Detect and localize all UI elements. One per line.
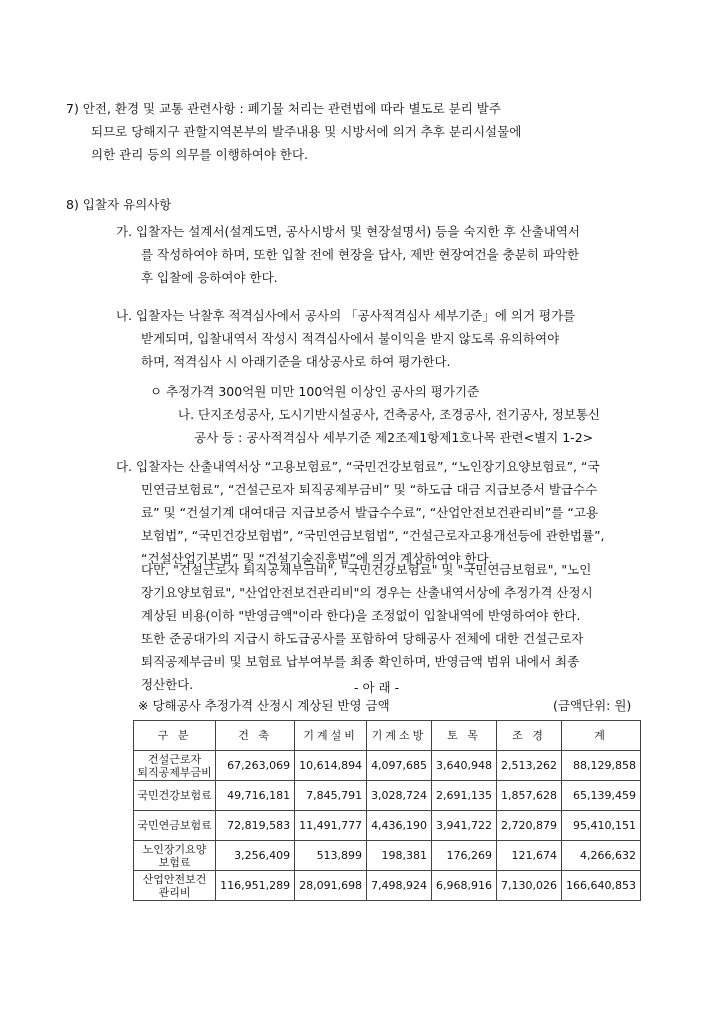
table-cell: 10,614,894 xyxy=(295,751,367,781)
section-7-line: 7) 안전, 환경 및 교통 관련사항 : 폐기물 처리는 관련법에 따라 별도로 분리 발주 xyxy=(66,101,501,116)
item-da-cont-line: 퇴직공제부금비 및 보험료 납부여부를 최종 확인하며, 반영금액 범위 내에서 최종 xyxy=(141,654,580,669)
header-architecture: 건 축 xyxy=(216,721,295,751)
row-label-line: 건설근로자 xyxy=(147,752,202,766)
table-cell: 49,716,181 xyxy=(216,781,295,811)
section-7-line: 의한 관리 등의 의무를 이행하여야 한다. xyxy=(91,147,309,162)
table-cell: 116,951,289 xyxy=(216,871,295,901)
item-da-cont-line: 다만, "건설근로자 퇴직공제부금비", "국민건강보험료" 및 "국민연금보험료", "노인 xyxy=(141,562,592,577)
item-da-cont-line: 장기요양보험료", "산업안전보건관리비"의 경우는 산출내역서상에 추정가격 산정시 xyxy=(141,585,593,600)
item-na-line: 나. 입찰자는 낙찰후 적격심사에서 공사의 「공사적격심사 세부기준」에 의거 평가를 xyxy=(116,308,576,323)
table-cell: 2,720,879 xyxy=(497,811,562,841)
table-cell: 65,139,459 xyxy=(562,781,641,811)
header-civil: 토 목 xyxy=(432,721,497,751)
row-label-line: 산업안전보건 xyxy=(142,872,207,886)
table-cell: 7,498,924 xyxy=(367,871,432,901)
row-label xyxy=(134,811,216,841)
table-row xyxy=(134,781,641,811)
table-cell: 6,968,916 xyxy=(432,871,497,901)
row-label-line: 국민연금보험료 xyxy=(137,819,212,832)
table-marker: - 아 래 - xyxy=(354,680,400,695)
criteria-line: 나. 단지조성공사, 도시기반시설공사, 건축공사, 조경공사, 전기공사, 정보통신 xyxy=(178,407,601,422)
header-total: 계 xyxy=(562,721,641,751)
row-label xyxy=(134,841,216,871)
row-label-line: 국민건강보험료 xyxy=(137,789,212,802)
item-da-line: 다. 입찰자는 산출내역서상 “고용보험료”, “국민건강보험료”, “노인장기요양보험료”, “국 xyxy=(116,459,600,474)
header-landscape: 조 경 xyxy=(497,721,562,751)
evaluation-criteria xyxy=(150,380,600,449)
header-fire: 기계소방 xyxy=(367,721,432,751)
item-ga-line: 후 입찰에 응하여야 한다. xyxy=(141,270,278,285)
row-label-line: 보험료 xyxy=(158,855,191,869)
row-label xyxy=(134,781,216,811)
table-cell: 88,129,858 xyxy=(562,751,641,781)
table-cell: 67,263,069 xyxy=(216,751,295,781)
table-cell: 95,410,151 xyxy=(562,811,641,841)
item-da-cont-line: 계상된 비용(이하 "반영금액"이라 한다)을 조정없이 입찰내역에 반영하여야 한다. xyxy=(141,608,581,623)
header-mechanical: 기계설비 xyxy=(295,721,367,751)
criteria-line: 공사 등 : 공사적격심사 세부기준 제2조제1항제1호나목 관련<별지 1-2> xyxy=(194,430,594,445)
item-na-line: 받게되며, 입찰내역서 작성시 적격심사에서 불이익을 받지 않도록 유의하여야 xyxy=(141,331,560,346)
header-category: 구 분 xyxy=(134,721,216,751)
table-cell: 1,857,628 xyxy=(497,781,562,811)
table-caption: ※ 당해공사 추정가격 산정시 계상된 반영 금액 xyxy=(138,698,390,713)
table-cell: 513,899 xyxy=(295,841,367,871)
item-da xyxy=(116,455,605,570)
item-da-line: 보험법”, “국민건강보험법”, “국민연금보험법”, “건설근로자고용개선등에 관한법률”, xyxy=(141,528,605,543)
table-cell: 4,436,190 xyxy=(367,811,432,841)
item-da-line: 료” 및 “건설기계 대여대금 지급보증서 발급수수료”, “산업안전보건관리비”를 “고용 xyxy=(141,505,599,520)
item-ga-line: 를 작성하여야 하며, 또한 입찰 전에 현장을 답사, 제반 현장여건을 충분히 파악한 xyxy=(141,247,580,262)
item-ga xyxy=(116,220,580,289)
table-cell: 11,491,777 xyxy=(295,811,367,841)
row-label xyxy=(134,751,216,781)
row-label xyxy=(134,871,216,901)
table-cell: 166,640,853 xyxy=(562,871,641,901)
table-cell: 121,674 xyxy=(497,841,562,871)
table-cell: 3,941,722 xyxy=(432,811,497,841)
item-na xyxy=(116,304,575,373)
table-cell: 72,819,583 xyxy=(216,811,295,841)
amount-table xyxy=(133,720,641,901)
table-cell: 7,130,026 xyxy=(497,871,562,901)
row-label-line: 퇴직공제부금비 xyxy=(137,765,212,779)
table-cell: 7,845,791 xyxy=(295,781,367,811)
table-unit: (금액단위: 원) xyxy=(553,698,632,713)
item-da-cont-line: 또한 준공대가의 지급시 하도급공사를 포함하여 당해공사 전체에 대한 건설근로자 xyxy=(141,631,584,646)
table-row xyxy=(134,811,641,841)
table-cell: 3,640,948 xyxy=(432,751,497,781)
table-cell: 2,691,135 xyxy=(432,781,497,811)
section-7 xyxy=(66,97,521,166)
section-8-heading: 8) 입찰자 유의사항 xyxy=(66,197,172,212)
item-da-line: 민연금보험료”, “건설근로자 퇴직공제부금비” 및 “하도급 대금 지급보증서 발급수수 xyxy=(141,482,598,497)
table-cell: 3,256,409 xyxy=(216,841,295,871)
table-cell: 198,381 xyxy=(367,841,432,871)
table-cell: 4,097,685 xyxy=(367,751,432,781)
item-ga-line: 가. 입찰자는 설계서(설계도면, 공사시방서 및 현장설명서) 등을 숙지한 후 산출내역서 xyxy=(116,224,581,239)
item-na-line: 하며, 적격심사 시 아래기준을 대상공사로 하여 평가한다. xyxy=(141,354,451,369)
table-row xyxy=(134,751,641,781)
table-header-row xyxy=(134,721,641,751)
section-7-line: 되므로 당해지구 관할지역본부의 발주내용 및 시방서에 의거 추후 분리시설물에 xyxy=(91,124,522,139)
row-label-line: 관리비 xyxy=(158,885,191,899)
table-cell: 176,269 xyxy=(432,841,497,871)
table-cell: 3,028,724 xyxy=(367,781,432,811)
item-da-cont-line: 정산한다. xyxy=(141,677,194,692)
item-da-continued xyxy=(141,558,593,696)
table-cell: 2,513,262 xyxy=(497,751,562,781)
row-label-line: 노인장기요양 xyxy=(142,842,207,856)
table-row xyxy=(134,871,641,901)
item-da-line: “건설산업기본법” 및 “건설기술진흥법”에 의거 계상하여야 한다. xyxy=(141,551,493,566)
criteria-line: ㅇ 추정가격 300억원 미만 100억원 이상인 공사의 평가기준 xyxy=(150,384,480,399)
table-cell: 28,091,698 xyxy=(295,871,367,901)
table-row xyxy=(134,841,641,871)
table-cell: 4,266,632 xyxy=(562,841,641,871)
